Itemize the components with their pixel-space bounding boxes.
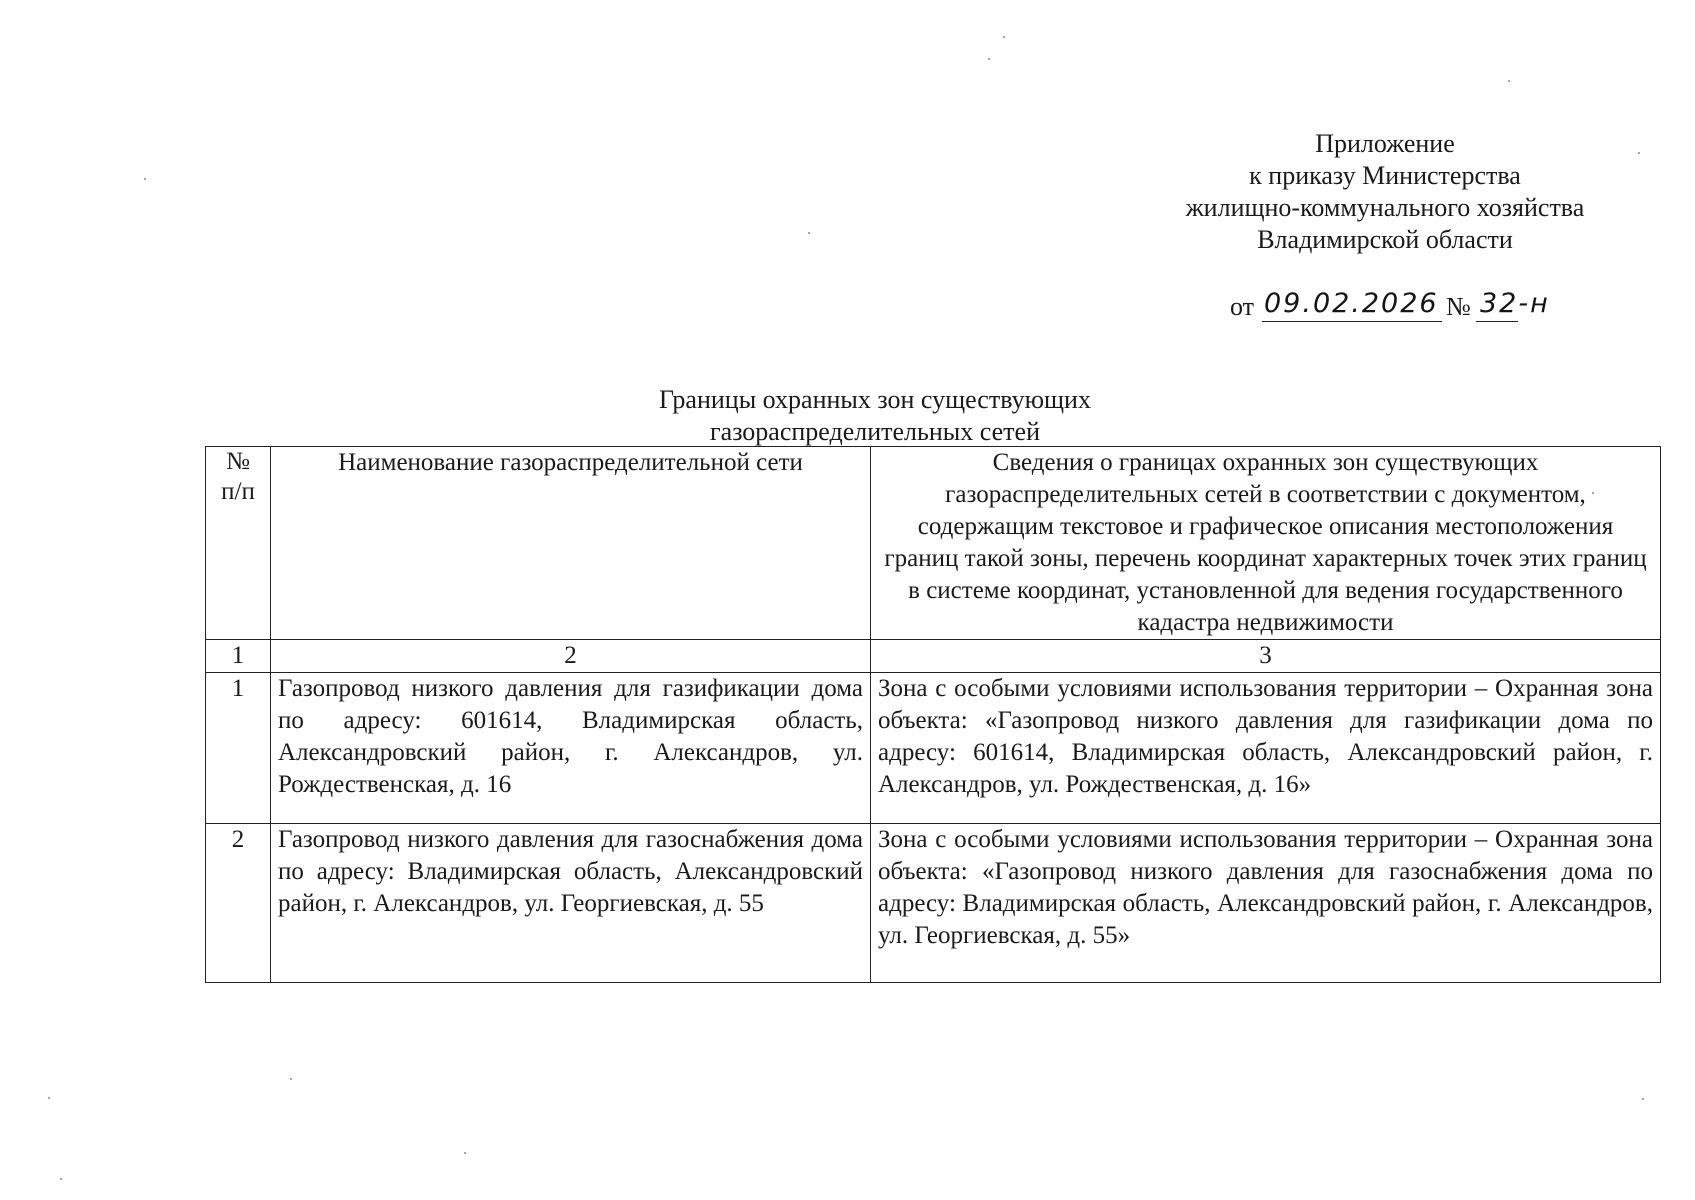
table-row bbox=[206, 824, 1661, 983]
header-network-name: Наименование газораспределительной сети bbox=[271, 447, 871, 640]
appendix-header bbox=[1120, 128, 1650, 256]
header-zone-info: Сведения о границах охранных зон существующих газораспределительных сетей в соответствии с документом, содержащим текстовое и графическое описания местоположения границ такой зоны, перечень координат характерных точек этих границ в системе координат, установленной для ведения государственного кадастра недвижимости bbox=[871, 447, 1661, 640]
document-title bbox=[560, 384, 1190, 448]
scan-speck bbox=[1003, 36, 1005, 38]
handwritten-number: 32-н bbox=[1480, 288, 1550, 319]
column-index-row bbox=[206, 640, 1661, 673]
title-line: газораспределительных сетей bbox=[709, 417, 1040, 446]
network-name-cell: Газопровод низкого давления для газоснабжения дома по адресу: Владимирская область, Александровский район, г. Александров, ул. Георгиевская, д. 55 bbox=[271, 824, 871, 983]
appendix-line: Приложение bbox=[1315, 129, 1455, 158]
zone-info-cell: Зона с особыми условиями использования территории – Охранная зона объекта: «Газопровод низкого давления для газификации дома по адресу: 601614, Владимирская область, Александровский район, г. Александров, ул. Рождественская, д. 16» bbox=[871, 673, 1661, 824]
number-underline bbox=[1476, 321, 1518, 322]
protection-zones-table bbox=[205, 446, 1661, 983]
scan-speck bbox=[464, 1152, 466, 1154]
table-header-row bbox=[206, 447, 1661, 640]
date-underline bbox=[1262, 321, 1442, 322]
scan-speck bbox=[1508, 80, 1510, 82]
column-index: 3 bbox=[871, 640, 1661, 673]
row-number: 1 bbox=[206, 673, 271, 824]
scan-speck bbox=[1642, 1098, 1644, 1100]
scan-speck bbox=[144, 178, 146, 180]
row-number: 2 bbox=[206, 824, 271, 983]
table-row bbox=[206, 673, 1661, 824]
network-name-cell: Газопровод низкого давления для газификации дома по адресу: 601614, Владимирская область, Александровский район, г. Александров, ул. Рождественская, д. 16 bbox=[271, 673, 871, 824]
title-line: Границы охранных зон существующих bbox=[659, 385, 1091, 414]
scan-speck bbox=[808, 232, 810, 234]
appendix-line: жилищно-коммунального хозяйства bbox=[1185, 193, 1585, 222]
number-prefix: № bbox=[1446, 292, 1471, 321]
zone-info-cell: Зона с особыми условиями использования территории – Охранная зона объекта: «Газопровод низкого давления для газоснабжения дома по адресу: Владимирская область, Александровский район, г. Александров, ул. Георгиевская, д. 55» bbox=[871, 824, 1661, 983]
header-number bbox=[206, 447, 271, 640]
scan-speck bbox=[290, 1078, 292, 1080]
header-number-line: № bbox=[226, 448, 250, 475]
column-index: 2 bbox=[271, 640, 871, 673]
header-number-line: п/п bbox=[221, 478, 255, 505]
appendix-line: к приказу Министерства bbox=[1249, 161, 1521, 190]
order-reference bbox=[1230, 288, 1650, 328]
scan-speck bbox=[60, 1178, 62, 1180]
scan-speck bbox=[988, 58, 990, 60]
scan-speck bbox=[48, 1097, 50, 1099]
handwritten-date: 09.02.2026 bbox=[1264, 288, 1439, 319]
appendix-line: Владимирской области bbox=[1257, 225, 1513, 254]
date-prefix: от bbox=[1230, 292, 1255, 321]
column-index: 1 bbox=[206, 640, 271, 673]
